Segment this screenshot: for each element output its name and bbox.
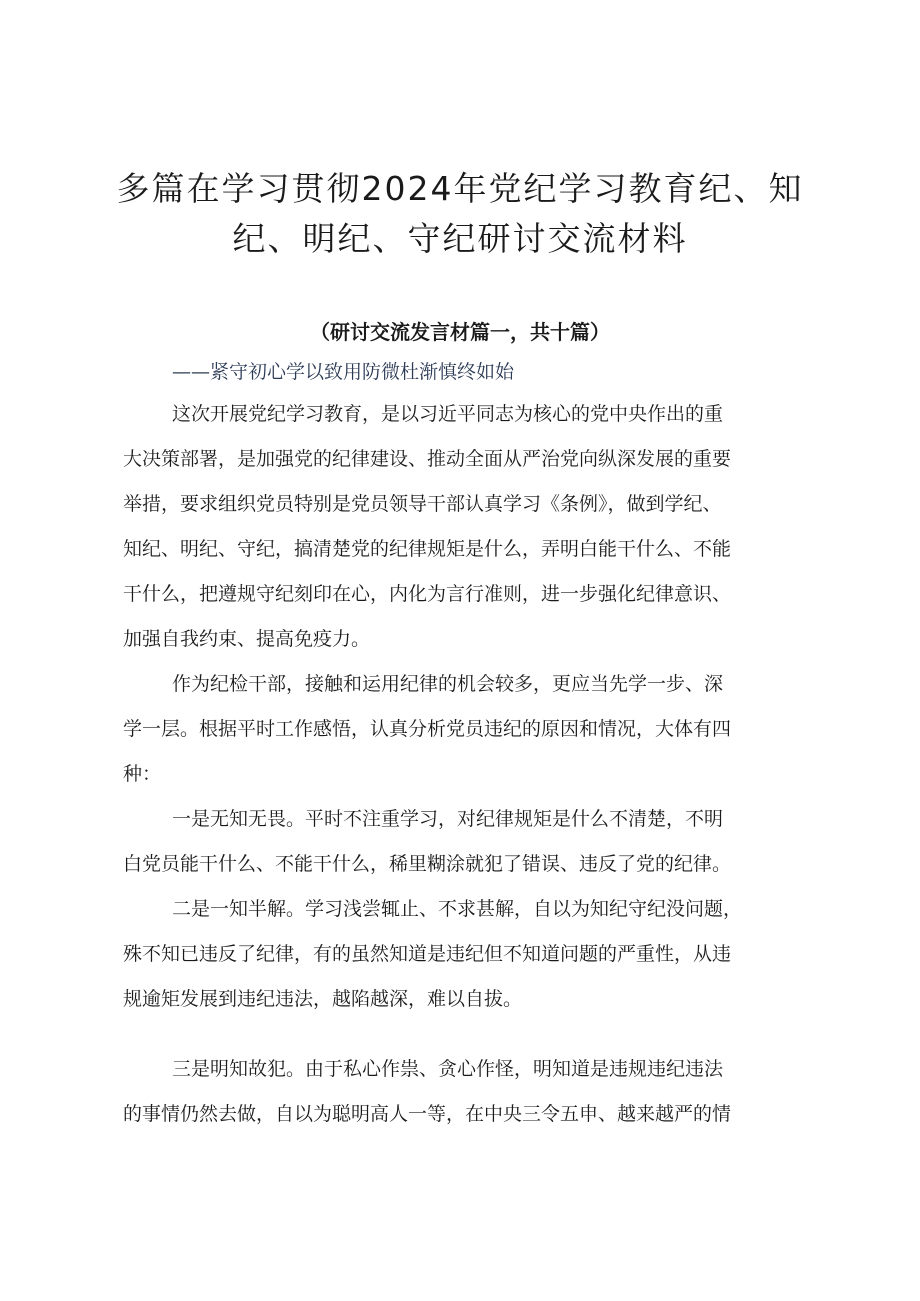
document-title-line-2: 纪、明纪、守纪研讨交流材料 — [232, 219, 688, 258]
paragraph-line: 学一层。根据平时工作感悟，认真分析党员违纪的原因和情况，大体有四 — [123, 718, 732, 740]
paragraph-line: 二是一知半解。学习浅尝辄止、不求甚解，自以为知纪守纪没问题， — [172, 898, 743, 920]
paragraph-line: 作为纪检干部，接触和运用纪律的机会较多，更应当先学一步、深 — [172, 673, 724, 695]
paragraph-line: 殊不知已违反了纪律，有的虽然知道是违纪但不知道问题的严重性，从违 — [123, 943, 732, 965]
paragraph-line: 这次开展党纪学习教育，是以习近平同志为核心的党中央作出的重 — [172, 403, 724, 425]
paragraph-line: 种： — [123, 763, 162, 785]
paragraph-line: 的事情仍然去做，自以为聪明高人一等，在中央三令五申、越来越严的情 — [123, 1103, 732, 1125]
paragraph-line: 干什么，把遵规守纪刻印在心，内化为言行准则，进一步强化纪律意识、 — [123, 583, 732, 605]
paragraph-line: 知纪、明纪、守纪，搞清楚党的纪律规矩是什么，弄明白能干什么、不能 — [123, 538, 732, 560]
paragraph-line: 白党员能干什么、不能干什么，稀里糊涂就犯了错误、违反了党的纪律。 — [123, 853, 732, 875]
paragraph-line: 大决策部署，是加强党的纪律建设、推动全面从严治党向纵深发展的重要 — [123, 448, 732, 470]
paragraph-line: 规逾矩发展到违纪违法，越陷越深，难以自拔。 — [123, 988, 523, 1010]
paragraph-line: 加强自我约束、提高免疫力。 — [123, 628, 371, 650]
paragraph-line: 举措，要求组织党员特别是党员领导干部认真学习《条例》，做到学纪、 — [123, 493, 722, 515]
paragraph-line: 一是无知无畏。平时不注重学习，对纪律规矩是什么不清楚，不明 — [172, 808, 724, 830]
document-title-line-1: 多篇在学习贯彻2024年党纪学习教育纪、知 — [116, 169, 804, 208]
paragraph-line: 三是明知故犯。由于私心作祟、贪心作怪，明知道是违规违纪违法 — [172, 1058, 724, 1080]
document-tagline: ——紧守初心学以致用防微杜渐慎终如始 — [172, 361, 515, 383]
document-subtitle: （研讨交流发言材篇一，共十篇） — [310, 320, 610, 344]
